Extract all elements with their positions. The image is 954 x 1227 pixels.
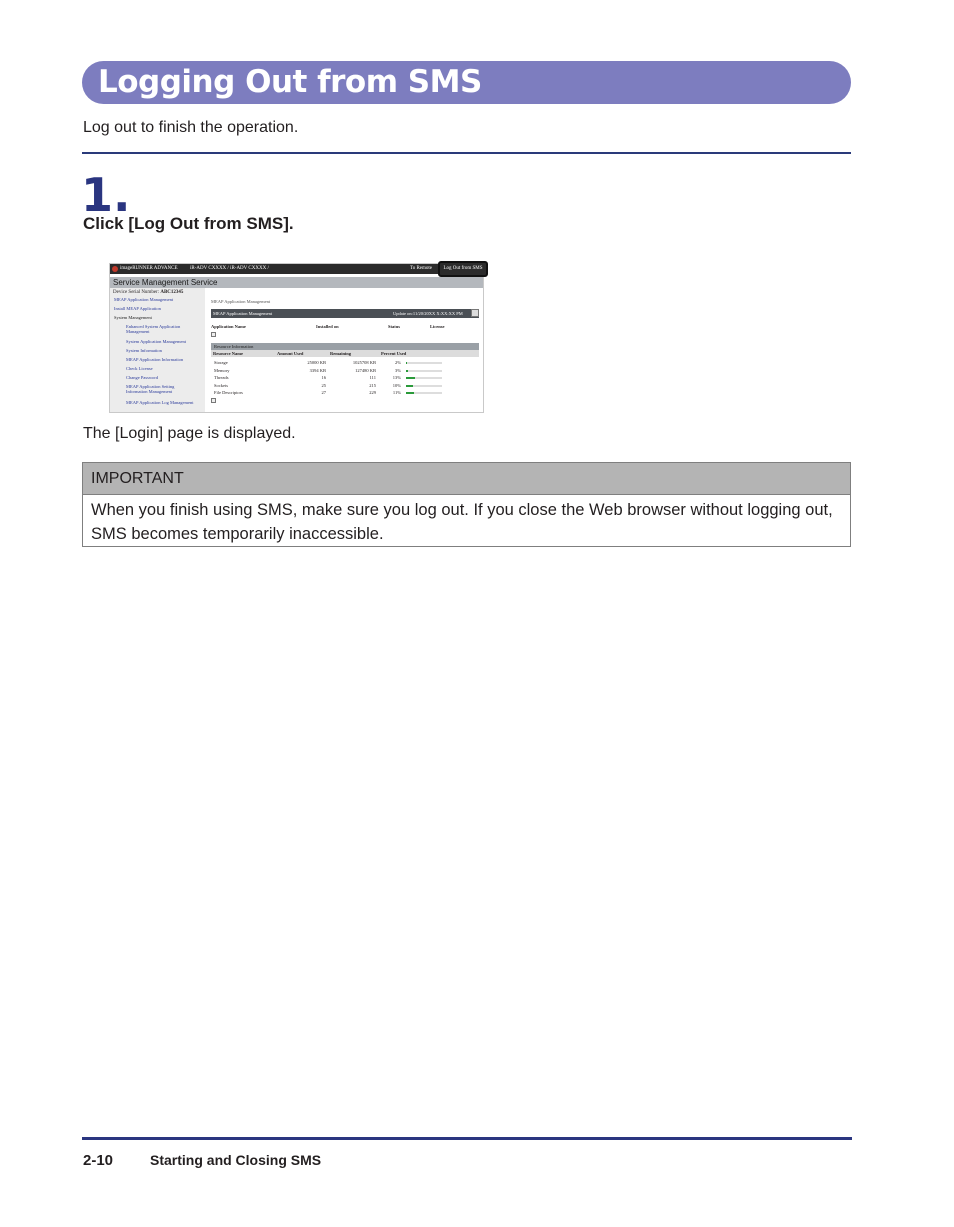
to-remote-link[interactable]: To Remote bbox=[410, 266, 433, 271]
nav-meap-log-mgmt[interactable]: MEAP Application Log Management bbox=[126, 400, 194, 405]
nav-system-app-mgmt[interactable]: System Application Management bbox=[126, 339, 186, 344]
resource-percent: 10% bbox=[392, 382, 401, 388]
resource-used: 3394 KB bbox=[309, 367, 326, 373]
breadcrumb: MEAP Application Management bbox=[211, 299, 271, 304]
resource-remaining: 215 bbox=[369, 382, 376, 388]
device-serial-label: Device Serial Number: bbox=[113, 290, 160, 295]
panel-header bbox=[211, 309, 479, 318]
resource-remaining: 111 bbox=[369, 375, 376, 381]
resource-percent: 13% bbox=[392, 375, 401, 381]
resource-percent: 3% bbox=[395, 367, 401, 373]
resource-percent: 2% bbox=[395, 360, 401, 365]
col-percent-used: Percent Used bbox=[381, 351, 407, 356]
step-instruction: Click [Log Out from SMS]. bbox=[83, 214, 294, 233]
usage-bar bbox=[406, 392, 442, 394]
nav-meap-app-mgmt[interactable]: MEAP Application Management bbox=[114, 297, 174, 302]
model-name: iR-ADV CXXXX / iR-ADV CXXXX / bbox=[190, 266, 269, 271]
device-serial-value: ABC12345 bbox=[160, 290, 184, 295]
important-body: When you finish using SMS, make sure you log out. If you close the Web browser without logging out, SMS becomes temporarily inaccessible. bbox=[91, 501, 833, 543]
usage-bar bbox=[406, 377, 442, 379]
col-remaining: Remaining bbox=[330, 351, 352, 356]
resource-name: File Descriptors bbox=[214, 390, 243, 396]
device-serial bbox=[113, 290, 183, 295]
intro-text: Log out to finish the operation. bbox=[83, 119, 299, 136]
usage-bar-fill bbox=[406, 362, 407, 364]
page-title: Logging Out from SMS bbox=[98, 64, 482, 100]
footer-divider bbox=[82, 1137, 852, 1140]
usage-bar-fill bbox=[406, 385, 413, 387]
step-number: 1. bbox=[81, 168, 131, 222]
log-out-from-sms-button[interactable]: Log Out from SMS bbox=[438, 261, 488, 277]
resource-percent: 11% bbox=[392, 390, 401, 396]
col-license: License bbox=[430, 324, 445, 329]
page-number: 2-10 bbox=[83, 1152, 114, 1169]
screenshot-topbar bbox=[110, 264, 483, 274]
resource-header bbox=[211, 343, 479, 350]
resource-name: Sockets bbox=[214, 382, 228, 388]
resource-used: 25000 KB bbox=[307, 360, 326, 365]
resource-used: 27 bbox=[321, 390, 326, 396]
usage-bar-fill bbox=[406, 377, 415, 379]
nav-system-info[interactable]: System Information bbox=[126, 348, 162, 353]
nav-install-meap[interactable]: Install MEAP Application bbox=[114, 306, 161, 311]
col-installed-on: Installed on bbox=[316, 324, 339, 329]
resource-remaining: 229 bbox=[369, 390, 376, 396]
section-divider bbox=[82, 152, 851, 154]
resource-name: Storage bbox=[214, 360, 228, 365]
nav-enhanced-system-app[interactable]: Enhanced System Application Management bbox=[126, 324, 181, 334]
nav-change-password[interactable]: Change Password bbox=[126, 375, 159, 380]
collapse-icon[interactable] bbox=[211, 332, 216, 337]
resource-used: 16 bbox=[321, 375, 326, 381]
update-time: Update on:11/20/20XX X:XX:XX PM bbox=[393, 311, 463, 316]
usage-bar bbox=[406, 385, 442, 387]
collapse-icon[interactable] bbox=[211, 398, 216, 403]
col-application-name: Application Name bbox=[211, 324, 246, 329]
chapter-title: Starting and Closing SMS bbox=[150, 1152, 322, 1168]
product-name: imageRUNNER ADVANCE bbox=[120, 266, 178, 271]
refresh-icon[interactable] bbox=[471, 309, 479, 317]
step-result: The [Login] page is displayed. bbox=[83, 425, 296, 442]
resource-remaining: 1025708 KB bbox=[352, 360, 376, 365]
important-box bbox=[82, 462, 851, 547]
service-title: Service Management Service bbox=[110, 277, 483, 288]
important-heading: IMPORTANT bbox=[83, 463, 850, 495]
usage-bar bbox=[406, 370, 442, 372]
col-status: Status bbox=[388, 324, 401, 329]
col-resource-name: Resource Name bbox=[213, 351, 244, 356]
panel-title: MEAP Application Management bbox=[213, 311, 273, 316]
resource-name: Threads bbox=[214, 375, 229, 381]
nav-meap-setting-info[interactable]: MEAP Application Setting Information Management bbox=[126, 384, 175, 394]
title-bar bbox=[82, 61, 851, 104]
usage-bar bbox=[406, 362, 442, 364]
nav-check-license[interactable]: Check License bbox=[126, 366, 153, 371]
usage-bar-fill bbox=[406, 392, 414, 394]
resource-name: Memory bbox=[214, 367, 230, 373]
sms-screenshot bbox=[109, 263, 484, 413]
product-logo-icon bbox=[112, 266, 118, 272]
usage-bar-fill bbox=[406, 370, 408, 372]
resource-remaining: 127480 KB bbox=[355, 367, 376, 373]
nav-system-mgmt: System Management bbox=[114, 315, 152, 320]
resource-title: Resource Information bbox=[214, 344, 254, 349]
nav-meap-app-info[interactable]: MEAP Application Information bbox=[126, 357, 184, 362]
col-amount-used: Amount Used bbox=[277, 351, 304, 356]
resource-used: 25 bbox=[321, 382, 326, 388]
